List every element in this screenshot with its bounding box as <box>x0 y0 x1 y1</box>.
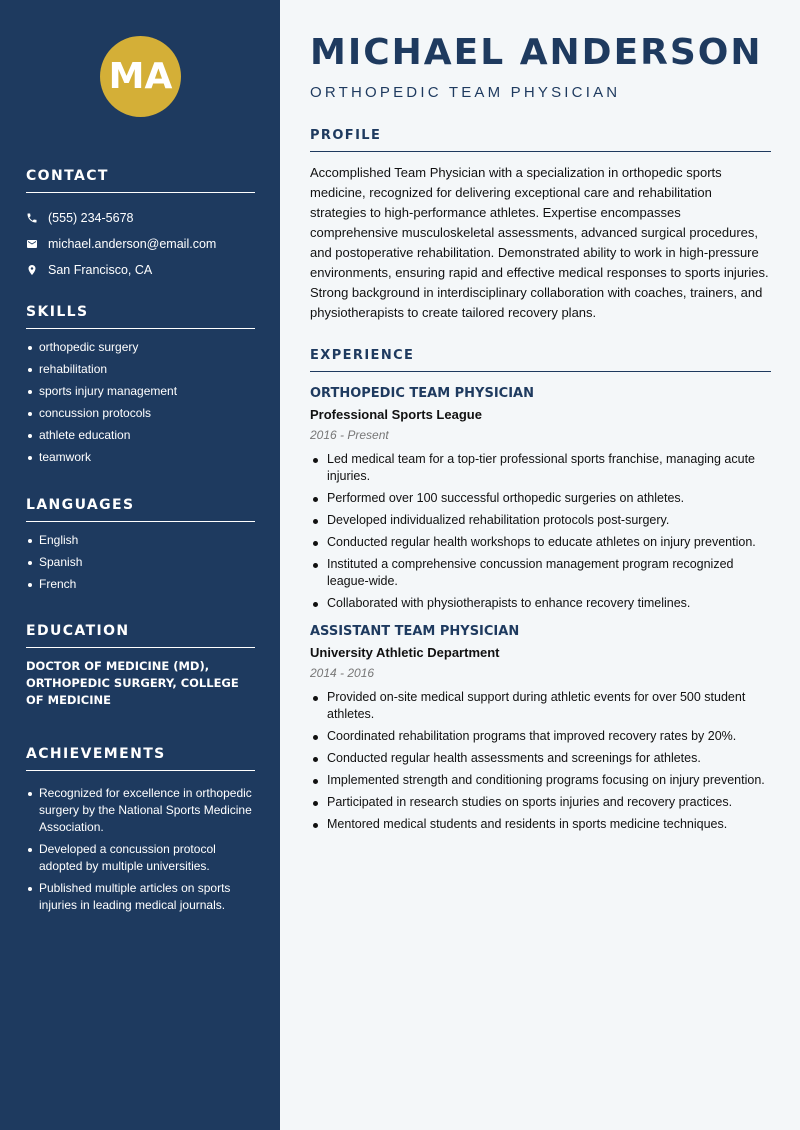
job-bullet: Mentored medical students and residents in sports medicine techniques. <box>310 816 771 833</box>
job-bullet: Conducted regular health workshops to educate athletes on injury prevention. <box>310 534 771 551</box>
skill-item: orthopedic surgery <box>26 339 255 356</box>
skill-item: athlete education <box>26 427 255 444</box>
monogram-avatar: MA <box>100 36 181 117</box>
languages-section <box>26 497 255 598</box>
achievement-item: Published multiple articles on sports injuries in leading medical journals. <box>26 880 255 914</box>
location-text: San Francisco, CA <box>48 263 153 277</box>
candidate-name: MICHAEL ANDERSON <box>310 32 763 73</box>
job-entry <box>310 624 771 833</box>
contact-location <box>26 257 255 283</box>
language-item: French <box>26 576 255 593</box>
achievements-section <box>26 746 255 919</box>
job-bullet: Conducted regular health assessments and screenings for athletes. <box>310 750 771 767</box>
email-text: michael.anderson@email.com <box>48 237 217 251</box>
profile-heading: PROFILE <box>310 128 771 152</box>
job-bullet: Participated in research studies on sports injuries and recovery practices. <box>310 794 771 811</box>
contact-heading: CONTACT <box>26 168 255 193</box>
experience-heading: EXPERIENCE <box>310 348 771 372</box>
phone-icon <box>26 212 38 224</box>
profile-section <box>310 128 771 323</box>
skills-heading: SKILLS <box>26 304 255 329</box>
candidate-title: ORTHOPEDIC TEAM PHYSICIAN <box>310 84 621 101</box>
job-bullet: Implemented strength and conditioning programs focusing on injury prevention. <box>310 772 771 789</box>
language-item: English <box>26 532 255 549</box>
language-item: Spanish <box>26 554 255 571</box>
contact-section <box>26 168 255 283</box>
profile-text: Accomplished Team Physician with a specialization in orthopedic sports medicine, recognized for delivering exceptional care and rehabilitation strategies to high-performance athletes. Expertise encompasses comprehensive musculoskeletal assessments, advanced surgical procedures, and postoperative rehabilitation. Demonstrated ability to work in high-pressure environments, ensuring rapid and effective medical responses to sports injuries. Strong background in interdisciplinary collaboration with coaches, trainers, and physiotherapists to create tailored recovery plans. <box>310 165 769 320</box>
main-content <box>280 0 800 1130</box>
location-pin-icon <box>26 264 38 276</box>
job-organization: Professional Sports League <box>310 407 482 422</box>
skills-section <box>26 304 255 471</box>
job-title: ORTHOPEDIC TEAM PHYSICIAN <box>310 386 534 401</box>
skill-item: rehabilitation <box>26 361 255 378</box>
education-heading: EDUCATION <box>26 623 255 648</box>
achievements-heading: ACHIEVEMENTS <box>26 746 255 771</box>
skill-item: concussion protocols <box>26 405 255 422</box>
education-section <box>26 623 255 709</box>
job-dates: 2016 - Present <box>310 428 389 442</box>
contact-phone <box>26 205 255 231</box>
sidebar <box>0 0 280 1130</box>
languages-heading: LANGUAGES <box>26 497 255 522</box>
phone-text: (555) 234-5678 <box>48 211 134 225</box>
job-bullet: Coordinated rehabilitation programs that improved recovery rates by 20%. <box>310 728 771 745</box>
job-title: ASSISTANT TEAM PHYSICIAN <box>310 624 520 639</box>
skill-item: sports injury management <box>26 383 255 400</box>
job-bullet: Developed individualized rehabilitation protocols post-surgery. <box>310 512 771 529</box>
job-bullet: Instituted a comprehensive concussion management program recognized league-wide. <box>310 556 771 590</box>
email-icon <box>26 238 38 250</box>
job-organization: University Athletic Department <box>310 645 500 660</box>
achievement-item: Developed a concussion protocol adopted by multiple universities. <box>26 841 255 875</box>
achievement-item: Recognized for excellence in orthopedic surgery by the National Sports Medicine Association. <box>26 785 255 836</box>
job-bullet: Collaborated with physiotherapists to enhance recovery timelines. <box>310 595 771 612</box>
job-bullet: Led medical team for a top-tier professional sports franchise, managing acute injuries. <box>310 451 771 485</box>
experience-section <box>310 348 771 838</box>
contact-email <box>26 231 255 257</box>
job-entry <box>310 386 771 612</box>
job-dates: 2014 - 2016 <box>310 666 375 680</box>
job-bullet: Provided on-site medical support during athletic events for over 500 student athletes. <box>310 689 771 723</box>
education-degree: DOCTOR OF MEDICINE (MD), ORTHOPEDIC SURGERY, COLLEGE OF MEDICINE <box>26 659 239 707</box>
skill-item: teamwork <box>26 449 255 466</box>
job-bullet: Performed over 100 successful orthopedic surgeries on athletes. <box>310 490 771 507</box>
